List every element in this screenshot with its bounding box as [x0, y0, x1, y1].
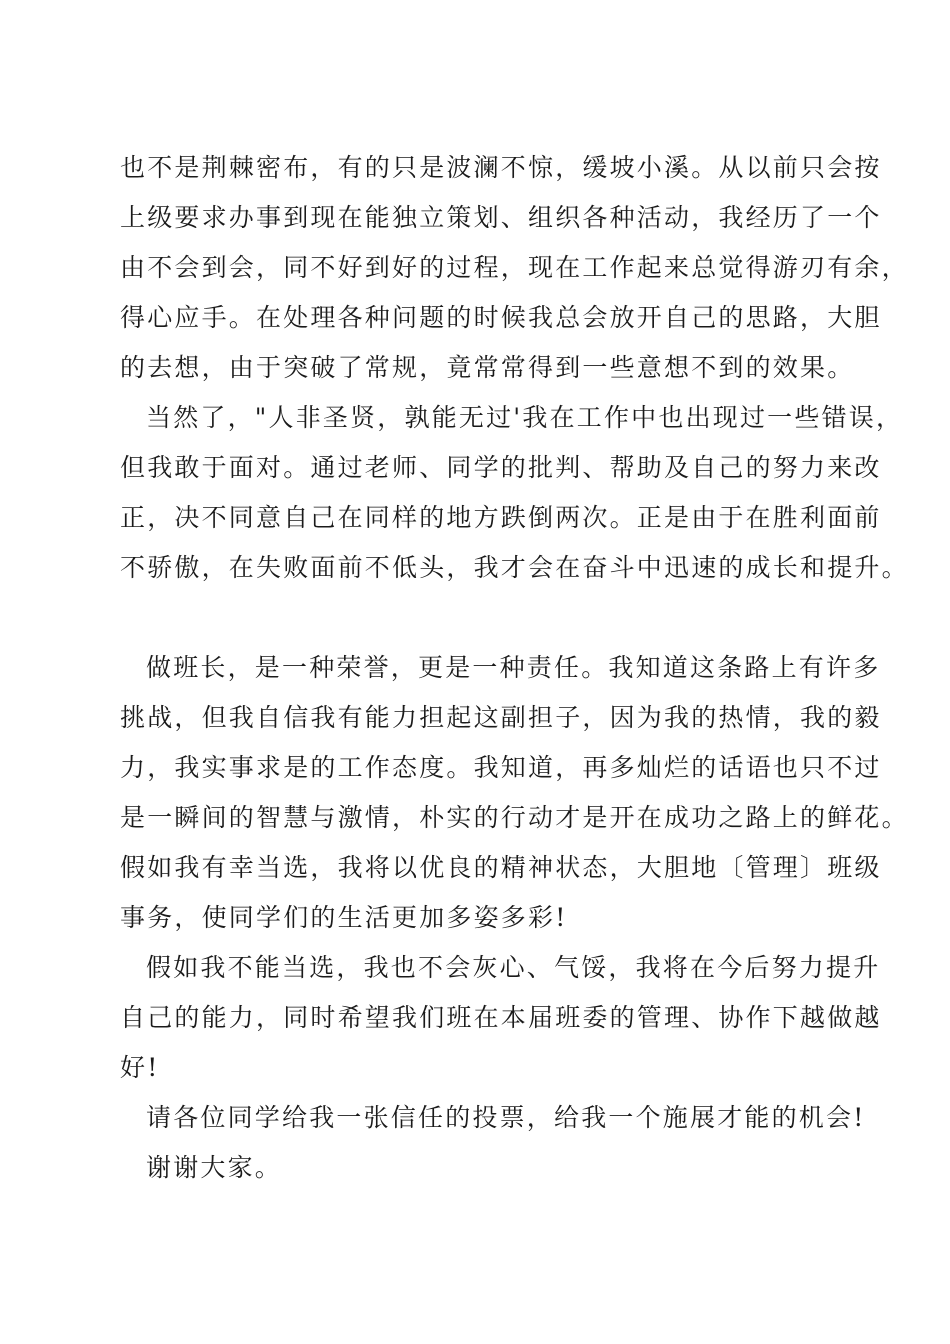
text-line: 做班长，是一种荣誉，更是一种责任。我知道这条路上有许多 — [146, 653, 881, 682]
text-line: 挑战，但我自信我有能力担起这副担子，因为我的热情，我的毅 — [120, 703, 882, 732]
text-line: 上级要求办事到现在能独立策划、组织各种活动，我经历了一个 — [120, 203, 882, 232]
text-line: 正，决不同意自己在同样的地方跌倒两次。正是由于在胜利面前 — [120, 503, 882, 532]
text-line: 由不会到会，同不好到好的过程，现在工作起来总觉得游刃有余， — [120, 253, 909, 282]
text-line: 得心应手。在处理各种问题的时候我总会放开自己的思路，大胆 — [120, 303, 882, 332]
text-line: 当然了，"人非圣贤，孰能无过'我在工作中也出现过一些错误， — [146, 403, 904, 432]
text-line: 谢谢大家。 — [146, 1153, 283, 1182]
text-line: 是一瞬间的智慧与激情，朴实的行动才是开在成功之路上的鲜花。 — [120, 803, 909, 832]
text-line: 假如我有幸当选，我将以优良的精神状态，大胆地〔管理〕班级 — [120, 853, 882, 882]
text-line: 不骄傲，在失败面前不低头，我才会在奋斗中迅速的成长和提升。 — [120, 553, 909, 582]
text-line: 的去想，由于突破了常规，竟常常得到一些意想不到的效果。 — [120, 353, 855, 382]
text-line: 事务，使同学们的生活更加多姿多彩! — [120, 903, 568, 932]
text-line: 但我敢于面对。通过老师、同学的批判、帮助及自己的努力来改 — [120, 453, 882, 482]
text-line: 自己的能力，同时希望我们班在本届班委的管理、协作下越做越 — [120, 1003, 882, 1032]
text-line: 也不是荆棘密布，有的只是波澜不惊，缓坡小溪。从以前只会按 — [120, 153, 882, 182]
text-line: 假如我不能当选，我也不会灰心、气馁，我将在今后努力提升 — [146, 953, 881, 982]
text-line: 好! — [120, 1053, 160, 1082]
text-line: 请各位同学给我一张信任的投票，给我一个施展才能的机会! — [146, 1103, 866, 1132]
text-line: 力，我实事求是的工作态度。我知道，再多灿烂的话语也只不过 — [120, 753, 882, 782]
